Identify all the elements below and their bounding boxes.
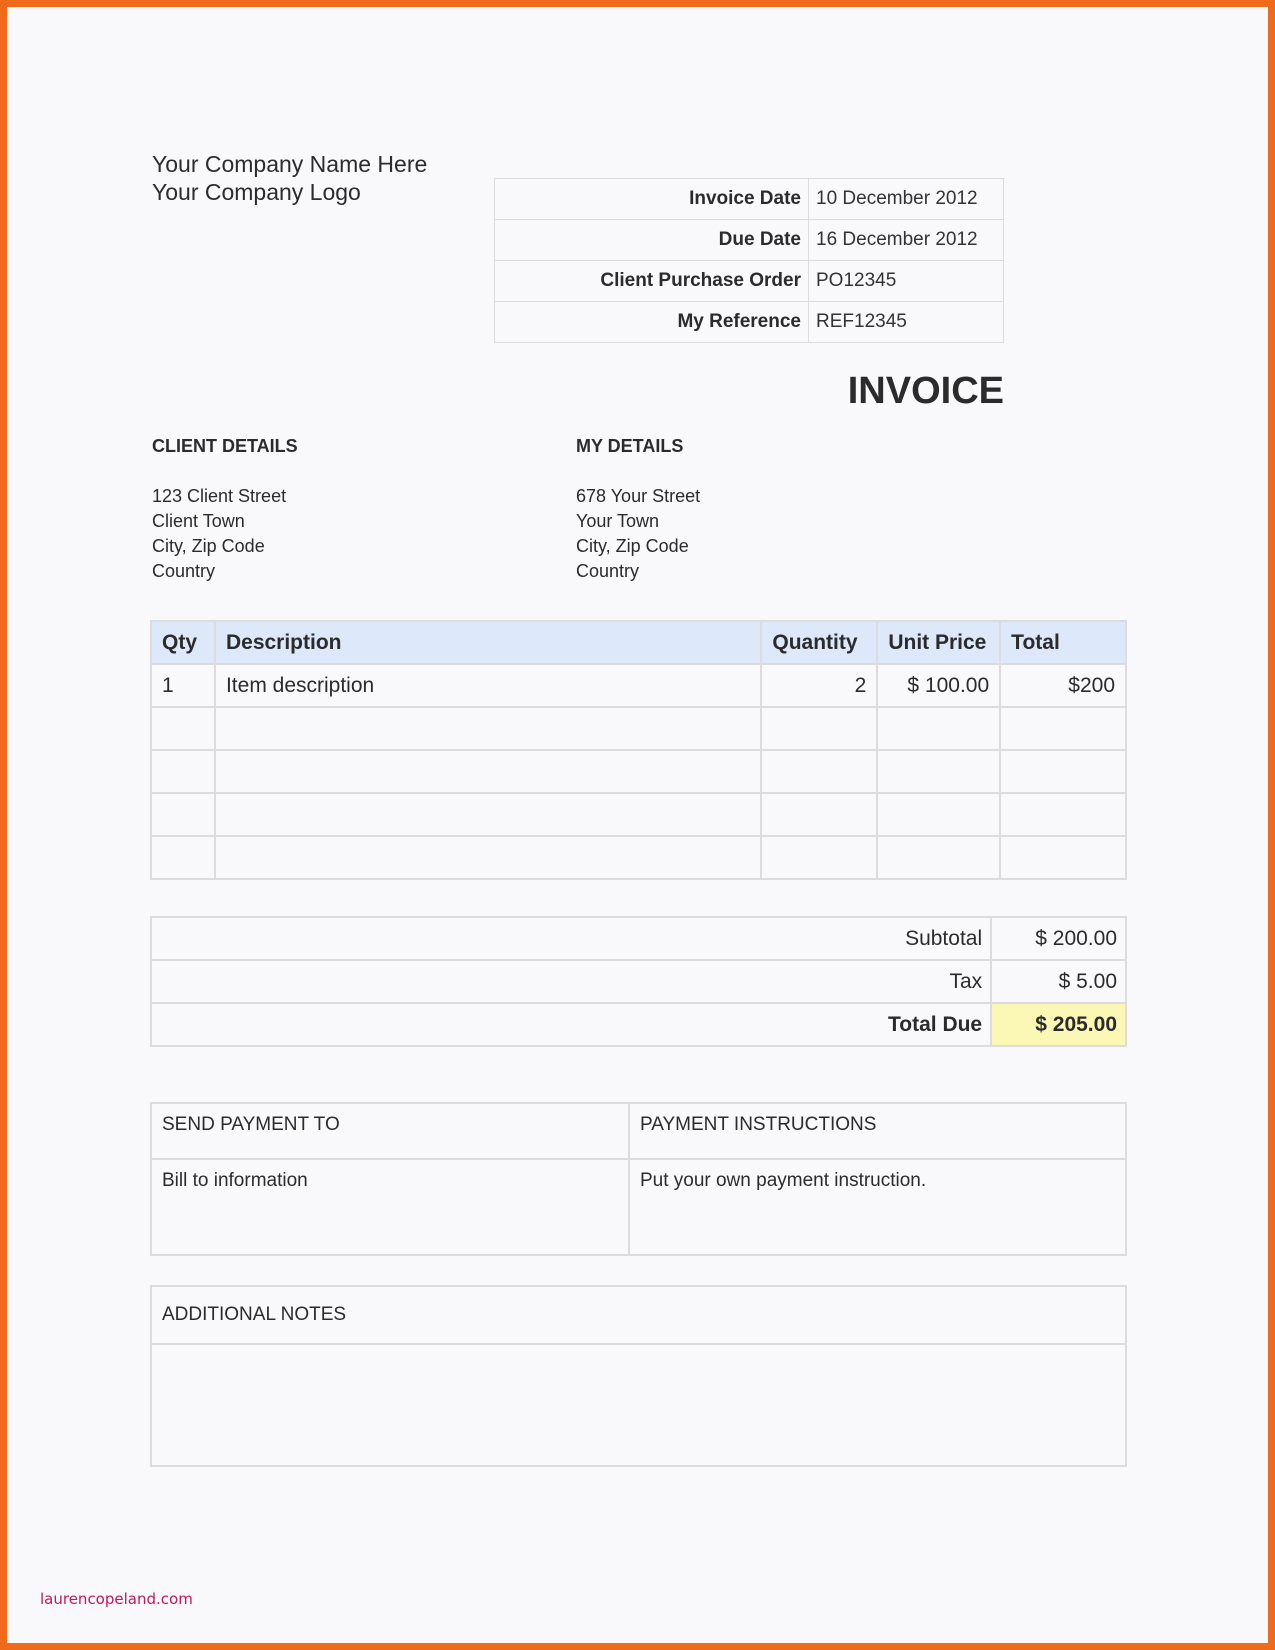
- subtotal-value: $ 200.00: [991, 917, 1126, 960]
- client-details-heading: CLIENT DETAILS: [152, 436, 298, 456]
- meta-row: [495, 179, 1004, 220]
- meta-row: [495, 220, 1004, 261]
- send-payment-heading: SEND PAYMENT TO: [151, 1103, 629, 1159]
- my-address-line: City, Zip Code: [576, 536, 689, 556]
- column-header: Qty: [151, 621, 215, 664]
- meta-label: Invoice Date: [495, 179, 809, 220]
- table-row-empty: [151, 707, 1126, 750]
- my-address-line: Country: [576, 561, 640, 581]
- additional-notes-body: [151, 1344, 1126, 1466]
- tax-value: $ 5.00: [991, 960, 1126, 1003]
- cell-unit-price: $ 100.00: [877, 664, 1000, 707]
- column-header: Description: [215, 621, 761, 664]
- client-address-line: City, Zip Code: [152, 536, 265, 556]
- line-items-table: [150, 620, 1127, 880]
- cell-qty: 1: [151, 664, 215, 707]
- client-address-line: Country: [152, 561, 216, 581]
- meta-row: [495, 302, 1004, 343]
- additional-notes-heading: ADDITIONAL NOTES: [151, 1286, 1126, 1344]
- watermark: laurencopeland.com: [40, 1590, 193, 1608]
- cell-quantity: 2: [761, 664, 877, 707]
- subtotal-label: Subtotal: [151, 917, 991, 960]
- table-header-row: [151, 621, 1126, 664]
- cell-description: Item description: [215, 664, 761, 707]
- meta-row: [495, 261, 1004, 302]
- column-header: Quantity: [761, 621, 877, 664]
- meta-value: PO12345: [809, 261, 1004, 302]
- meta-value: REF12345: [809, 302, 1004, 343]
- bill-to-info: Bill to information: [151, 1159, 629, 1255]
- payment-instruction-text: Put your own payment instruction.: [629, 1159, 1126, 1255]
- total-due-row: [151, 1003, 1126, 1046]
- payment-table: [150, 1102, 1127, 1256]
- column-header: Total: [1000, 621, 1126, 664]
- meta-label: My Reference: [495, 302, 809, 343]
- my-details: [576, 434, 700, 584]
- meta-label: Client Purchase Order: [495, 261, 809, 302]
- meta-value: 16 December 2012: [809, 220, 1004, 261]
- tax-label: Tax: [151, 960, 991, 1003]
- client-address-line: Client Town: [152, 511, 245, 531]
- column-header: Unit Price: [877, 621, 1000, 664]
- notes-header-row: [151, 1286, 1126, 1344]
- table-row-empty: [151, 750, 1126, 793]
- total-due-value: $ 205.00: [991, 1003, 1126, 1046]
- meta-value: 10 December 2012: [809, 179, 1004, 220]
- company-name: Your Company Name Here: [152, 151, 428, 177]
- my-address-line: Your Town: [576, 511, 660, 531]
- client-address-line: 123 Client Street: [152, 486, 287, 506]
- total-due-label: Total Due: [151, 1003, 991, 1046]
- notes-body-row: [151, 1344, 1126, 1466]
- client-details: [152, 434, 298, 584]
- table-row-empty: [151, 793, 1126, 836]
- tax-row: [151, 960, 1126, 1003]
- meta-label: Due Date: [495, 220, 809, 261]
- payment-header-row: [151, 1103, 1126, 1159]
- invoice-meta-table: [494, 178, 1004, 343]
- invoice-title: INVOICE: [847, 370, 1004, 412]
- cell-total: $200: [1000, 664, 1126, 707]
- my-address-line: 678 Your Street: [576, 486, 701, 506]
- table-row-empty: [151, 836, 1126, 879]
- table-row: [151, 664, 1126, 707]
- payment-instructions-heading: PAYMENT INSTRUCTIONS: [629, 1103, 1126, 1159]
- company-logo-text: Your Company Logo: [152, 179, 361, 205]
- subtotal-row: [151, 917, 1126, 960]
- company-block: [152, 150, 427, 206]
- additional-notes-table: [150, 1285, 1127, 1467]
- totals-table: [150, 916, 1127, 1047]
- my-details-heading: MY DETAILS: [576, 436, 684, 456]
- payment-body-row: [151, 1159, 1126, 1255]
